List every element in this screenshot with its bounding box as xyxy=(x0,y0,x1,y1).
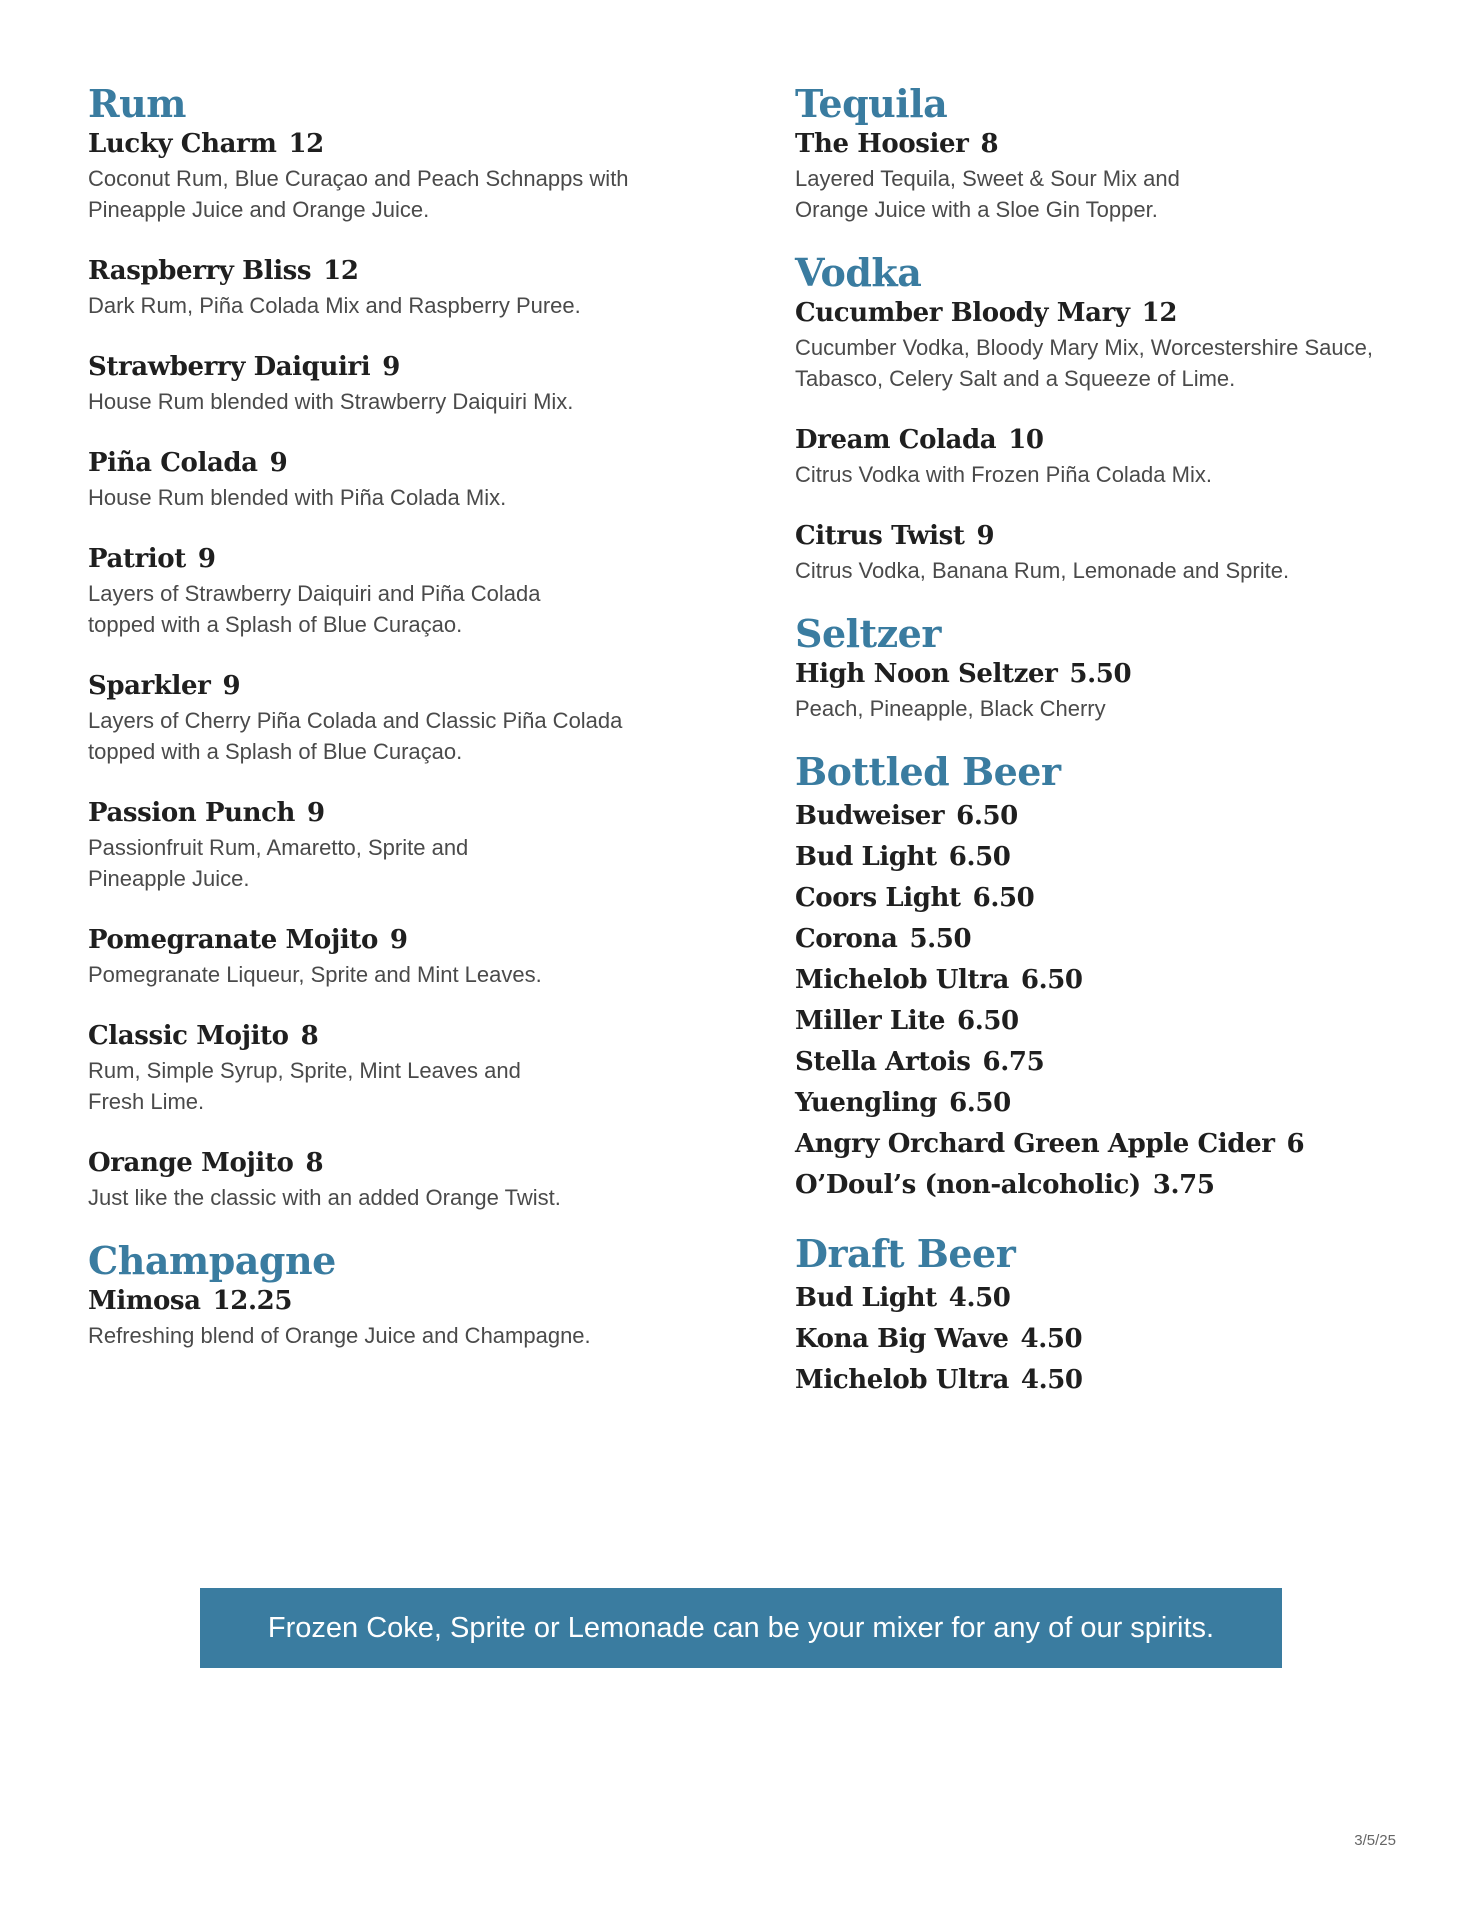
item-name: Raspberry Bliss xyxy=(88,256,312,286)
menu-item-angry-orchard-green-apple-cider xyxy=(795,1124,1445,1165)
menu-item-cucumber-bloody-mary xyxy=(795,297,1445,394)
section-title: Tequila xyxy=(795,81,948,126)
item-name: Citrus Twist xyxy=(795,521,965,551)
item-description: House Rum blended with Piña Colada Mix. xyxy=(88,485,507,510)
item-description: Coconut Rum, Blue Curaçao and Peach Schnapps with Pineapple Juice and Orange Juice. xyxy=(88,166,629,222)
item-name: Sparkler xyxy=(88,671,211,701)
menu-item-passion-punch xyxy=(88,797,728,894)
menu-item-patriot xyxy=(88,543,728,640)
menu-item-pi-a-colada xyxy=(88,447,728,513)
item-description: Citrus Vodka with Frozen Piña Colada Mix. xyxy=(795,462,1212,487)
item-description: Refreshing blend of Orange Juice and Champagne. xyxy=(88,1323,591,1348)
item-name: Miller Lite xyxy=(795,1006,946,1036)
item-name: Coors Light xyxy=(795,883,961,913)
section-bottled-beer xyxy=(795,748,1445,1206)
menu-item-classic-mojito xyxy=(88,1020,728,1117)
right-column xyxy=(795,80,1445,1425)
item-price: 8 xyxy=(980,129,999,159)
item-price: 8 xyxy=(300,1021,319,1051)
section-title: Rum xyxy=(88,81,186,126)
item-description: Passionfruit Rum, Amaretto, Sprite and Pineapple Juice. xyxy=(88,835,469,891)
item-name: Bud Light xyxy=(795,842,937,872)
item-price: 6.50 xyxy=(957,1006,1019,1036)
item-name: Budweiser xyxy=(795,801,945,831)
item-name: Kona Big Wave xyxy=(795,1324,1009,1354)
menu-item-bud-light xyxy=(795,837,1445,878)
section-draft-beer xyxy=(795,1230,1445,1401)
item-price: 9 xyxy=(382,352,400,382)
item-description: Citrus Vodka, Banana Rum, Lemonade and Sprite. xyxy=(795,558,1290,583)
item-price: 6.50 xyxy=(972,883,1035,913)
item-name: Bud Light xyxy=(795,1283,937,1313)
item-name: Michelob Ultra xyxy=(795,965,1009,995)
menu-item-stella-artois xyxy=(795,1042,1445,1083)
menu-item-lucky-charm xyxy=(88,128,728,225)
menu-item-michelob-ultra xyxy=(795,960,1445,1001)
item-description: Layers of Strawberry Daiquiri and Piña Colada topped with a Splash of Blue Curaçao. xyxy=(88,581,541,637)
mixer-banner xyxy=(200,1588,1282,1668)
item-price: 4.50 xyxy=(948,1283,1011,1313)
item-price: 12 xyxy=(288,129,324,159)
section-title: Draft Beer xyxy=(795,1231,1016,1276)
item-name: Yuengling xyxy=(795,1088,938,1118)
menu-item-the-hoosier xyxy=(795,128,1445,225)
item-price: 6.50 xyxy=(948,842,1011,872)
item-price: 9 xyxy=(307,798,325,828)
item-name: Lucky Charm xyxy=(88,129,277,159)
menu-item-corona xyxy=(795,919,1445,960)
item-name: Pomegranate Mojito xyxy=(88,925,378,955)
item-description: Layers of Cherry Piña Colada and Classic Piña Colada topped with a Splash of Blue Curaçao. xyxy=(88,708,623,764)
menu-item-odouls-non-alcoholic xyxy=(795,1165,1445,1206)
item-price: 6.50 xyxy=(1020,965,1083,995)
item-price: 5.50 xyxy=(909,924,972,954)
item-price: 5.50 xyxy=(1069,659,1132,689)
item-description: Cucumber Vodka, Bloody Mary Mix, Worcestershire Sauce, Tabasco, Celery Salt and a Squeeze of Lime. xyxy=(795,335,1373,391)
item-price: 8 xyxy=(305,1148,324,1178)
menu-item-high-noon-seltzer xyxy=(795,658,1445,724)
menu-item-bud-light xyxy=(795,1278,1445,1319)
menu-item-budweiser xyxy=(795,796,1445,837)
item-name: High Noon Seltzer xyxy=(795,659,1058,689)
section-vodka xyxy=(795,249,1445,586)
item-description: Pomegranate Liqueur, Sprite and Mint Leaves. xyxy=(88,962,542,987)
item-name: Mimosa xyxy=(88,1286,201,1316)
menu-item-raspberry-bliss xyxy=(88,255,728,321)
menu-item-sparkler xyxy=(88,670,728,767)
item-name: Orange Mojito xyxy=(88,1148,294,1178)
section-title: Vodka xyxy=(795,250,922,295)
section-title: Bottled Beer xyxy=(795,749,1061,794)
item-name: Angry Orchard Green Apple Cider xyxy=(795,1129,1275,1159)
menu-item-miller-lite xyxy=(795,1001,1445,1042)
item-price: 12 xyxy=(1141,298,1178,328)
item-price: 4.50 xyxy=(1020,1324,1083,1354)
item-name: The Hoosier xyxy=(795,129,969,159)
item-price: 12.25 xyxy=(212,1286,293,1316)
item-price: 9 xyxy=(976,521,995,551)
section-tequila xyxy=(795,80,1445,225)
menu-item-orange-mojito xyxy=(88,1147,728,1213)
item-name: Passion Punch xyxy=(88,798,296,828)
item-description: Just like the classic with an added Orange Twist. xyxy=(88,1185,561,1210)
item-price: 9 xyxy=(269,448,288,478)
item-price: 6.75 xyxy=(982,1047,1045,1077)
item-price: 6 xyxy=(1286,1129,1305,1159)
item-price: 4.50 xyxy=(1020,1365,1083,1395)
item-name: Piña Colada xyxy=(88,448,258,478)
item-price: 12 xyxy=(323,256,359,286)
banner-text: Frozen Coke, Sprite or Lemonade can be your mixer for any of our spirits. xyxy=(267,1611,1215,1644)
menu-item-citrus-twist xyxy=(795,520,1445,586)
item-price: 6.50 xyxy=(956,801,1018,831)
menu-item-pomegranate-mojito xyxy=(88,924,728,990)
section-rum xyxy=(88,80,728,1213)
item-name: O’Doul’s (non-alcoholic) xyxy=(795,1170,1141,1200)
item-name: Dream Colada xyxy=(795,425,997,455)
item-description: Layered Tequila, Sweet & Sour Mix and Orange Juice with a Sloe Gin Topper. xyxy=(795,166,1180,222)
item-name: Cucumber Bloody Mary xyxy=(795,298,1130,328)
item-name: Strawberry Daiquiri xyxy=(88,352,371,382)
section-title: Champagne xyxy=(88,1238,336,1283)
item-description: Dark Rum, Piña Colada Mix and Raspberry Puree. xyxy=(88,293,581,318)
menu-item-dream-colada xyxy=(795,424,1445,490)
section-champagne xyxy=(88,1237,728,1351)
item-description: House Rum blended with Strawberry Daiquiri Mix. xyxy=(88,389,574,414)
item-price: 9 xyxy=(389,925,408,955)
item-name: Classic Mojito xyxy=(88,1021,289,1051)
item-description: Rum, Simple Syrup, Sprite, Mint Leaves and Fresh Lime. xyxy=(88,1058,521,1114)
item-price: 6.50 xyxy=(949,1088,1011,1118)
menu-item-strawberry-daiquiri xyxy=(88,351,728,417)
item-name: Michelob Ultra xyxy=(795,1365,1009,1395)
section-title: Seltzer xyxy=(795,611,941,656)
menu-item-michelob-ultra xyxy=(795,1360,1445,1401)
menu-date: 3/5/25 xyxy=(1354,1832,1396,1849)
menu-item-kona-big-wave xyxy=(795,1319,1445,1360)
section-seltzer xyxy=(795,610,1445,724)
item-price: 9 xyxy=(222,671,241,701)
item-price: 9 xyxy=(197,544,216,574)
menu-item-mimosa xyxy=(88,1285,728,1351)
item-price: 3.75 xyxy=(1152,1170,1215,1200)
item-name: Stella Artois xyxy=(795,1047,971,1077)
item-description: Peach, Pineapple, Black Cherry xyxy=(795,696,1106,721)
item-name: Corona xyxy=(795,924,898,954)
left-column xyxy=(88,80,728,1375)
menu-item-coors-light xyxy=(795,878,1445,919)
item-name: Patriot xyxy=(88,544,186,574)
item-price: 10 xyxy=(1008,425,1044,455)
menu-item-yuengling xyxy=(795,1083,1445,1124)
